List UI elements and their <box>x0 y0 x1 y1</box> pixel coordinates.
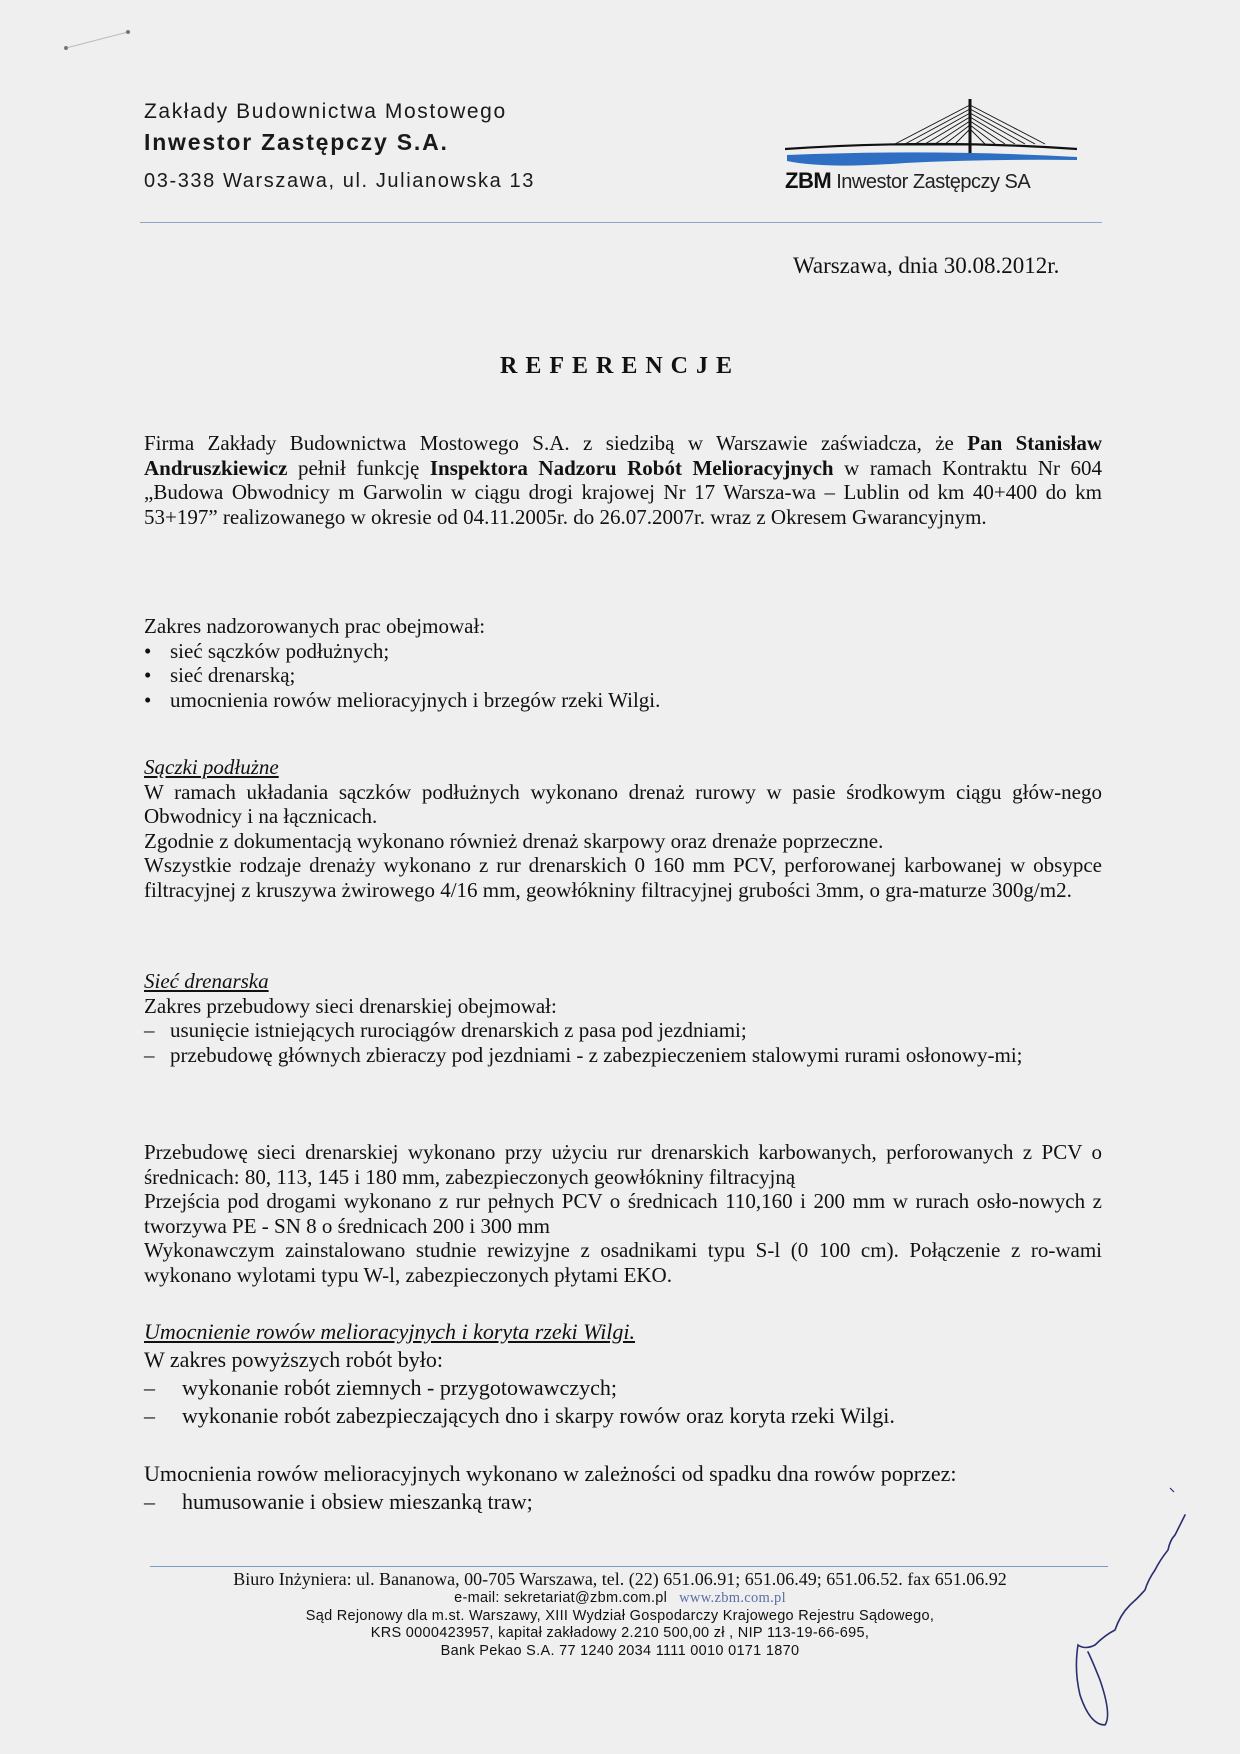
section-siec-drenarska <box>144 969 1102 1067</box>
list-item-text: sieć sączków podłużnych; <box>170 638 390 663</box>
dash-icon: – <box>144 1375 155 1400</box>
footer-email-line <box>140 1590 1100 1608</box>
section-paragraph: Przebudowę sieci drenarskiej wykonano przy użyciu rur drenarskich karbowanych, perforowanych z PCV o średnicach: 80, 113, 145 i 180 mm, zabezpieczonych geowłókniny filtracyjną <box>144 1140 1102 1189</box>
list-item-text: wykonanie robót zabezpieczających dno i skarpy rowów oraz koryta rzeki Wilgi. <box>182 1403 895 1428</box>
section-heading: Sączki podłużne <box>144 755 279 779</box>
section-heading: Umocnienie rowów melioracyjnych i koryta rzeki Wilgi. <box>144 1319 636 1344</box>
footer-email: e-mail: sekretariat@zbm.com.pl <box>454 1590 668 1606</box>
company-address: 03-338 Warszawa, ul. Julianowska 13 <box>144 170 535 192</box>
dash-icon: – <box>144 1018 155 1042</box>
dash-icon: – <box>144 1403 155 1428</box>
list-item-text: humusowanie i obsiew mieszanką traw; <box>182 1489 533 1514</box>
dash-list <box>144 1374 1102 1430</box>
section-paragraph: Wszystkie rodzaje drenaży wykonano z rur drenarskich 0 160 mm PCV, perforowanej karbowanej w obsypce filtracyjnej z kruszywa żwirowego 4/16 mm, geowłókniny filtracyjnej grubości 3mm, o gra-maturze 300g/m2. <box>144 853 1102 902</box>
cable-stayed-bridge-logo-icon <box>785 97 1085 167</box>
section-intro: Umocnienia rowów melioracyjnych wykonano w zależności od spadku dna rowów poprzez: <box>144 1461 957 1486</box>
list-item <box>144 1488 1102 1516</box>
section-intro: Zakres przebudowy sieci drenarskiej obejmował: <box>144 993 557 1018</box>
footer-website-link[interactable]: www.zbm.com.pl <box>679 1590 786 1606</box>
footer-court-registry: Sąd Rejonowy dla m.st. Warszawy, XIII Wydział Gospodarczy Krajowego Rejestru Sądowego, <box>305 1607 935 1624</box>
bullet-icon: • <box>144 687 152 712</box>
dash-icon: – <box>144 1042 155 1067</box>
footer-office-contact: Biuro Inżyniera: ul. Bananowa, 00-705 Warszawa, tel. (22) 651.06.91; 651.06.49; 651.06.52. fax 651.06.92 <box>233 1569 1007 1589</box>
section-paragraph: Zgodnie z dokumentacją wykonano również drenaż skarpowy oraz drenaże poprzeczne. <box>144 828 884 853</box>
list-item <box>144 688 1102 713</box>
section-umocnienie <box>144 1318 1102 1430</box>
intro-text-1: Firma Zakłady Budownictwa Mostowego S.A. z siedzibą w Warszawie zaświadcza, że <box>144 431 968 455</box>
scope-list <box>144 639 1102 713</box>
list-item <box>144 639 1102 664</box>
company-logo <box>785 97 1085 197</box>
section-umocnienia-rowow <box>144 1460 1102 1516</box>
section-intro: W zakres powyższych robót było: <box>144 1347 443 1372</box>
role-title: Inspektora Nadzoru Robót Melioracyjnych <box>429 455 834 480</box>
list-item-text: wykonanie robót ziemnych - przygotowawczych; <box>182 1375 617 1400</box>
footer <box>140 1568 1100 1660</box>
list-item-text: sieć drenarską; <box>170 663 296 687</box>
intro-text-3: w ramach Kontraktu Nr 604 „Budowa Obwodnicy m Garwolin w ciągu drogi krajowej Nr 17 Warsza-wa – Lublin od km 40+400 do km 53+197” realizowanego w okresie od 04.11.2005r. do 26.07.2007r. wraz z Okresem Gwarancyjnym. <box>144 455 1102 529</box>
list-item <box>144 1374 1102 1402</box>
person-name: Pan Stanisław Andruszkiewicz <box>144 431 1102 480</box>
list-item <box>144 1043 1102 1068</box>
document-title: REFERENCJE <box>499 353 741 379</box>
scope-section <box>144 614 1102 712</box>
list-item <box>144 1018 1102 1043</box>
bullet-icon: • <box>144 663 152 687</box>
company-name-line1: Zakłady Budownictwa Mostowego <box>144 100 507 123</box>
section-paragraph: Przejścia pod drogami wykonano z rur pełnych PCV o średnicach 110,160 i 200 mm w rurach osło-nowych z tworzywa PE - SN 8 o średnicach 200 i 300 mm <box>144 1189 1102 1238</box>
section-paragraph: Wykonawczym zainstalowano studnie rewizyjne z osadnikami typu S-l (0 100 cm). Połączenie z ro-wami wykonano wylotami typu W-l, zabezpieczonych płytami EKO. <box>144 1238 1102 1287</box>
company-name-line2: Inwestor Zastępczy S.A. <box>144 129 449 155</box>
list-item-text: umocnienia rowów melioracyjnych i brzegów rzeki Wilgi. <box>170 687 661 712</box>
dash-icon: – <box>144 1489 155 1514</box>
section-heading: Sieć drenarska <box>144 969 269 993</box>
list-item <box>144 663 1102 688</box>
list-item-text: usunięcie istniejących rurociągów drenarskich z pasa pod jezdniami; <box>170 1018 747 1042</box>
intro-paragraph <box>144 431 1102 529</box>
bullet-icon: • <box>144 638 152 663</box>
handwritten-signature-icon <box>1060 1480 1230 1730</box>
logo-brand-bold: ZBM <box>785 168 832 193</box>
footer-krs-nip: KRS 0000423957, kapitał zakładowy 2.210 500,00 zł , NIP 113-19-66-695, <box>370 1625 870 1641</box>
list-item <box>144 1402 1102 1430</box>
footer-bank-account: Bank Pekao S.A. 77 1240 2034 1111 0010 0171 1870 <box>440 1642 800 1659</box>
footer-divider <box>150 1566 1108 1567</box>
header-divider <box>140 222 1102 223</box>
dash-list <box>144 1488 1102 1516</box>
section-saczki <box>144 755 1102 902</box>
intro-text-2: pełnił funkcję <box>287 455 430 480</box>
section-przebudowa <box>144 1140 1102 1287</box>
scan-mark-icon <box>40 20 140 60</box>
section-paragraph: W ramach układania sączków podłużnych wykonano drenaż rurowy w pasie środkowym ciągu głów-nego Obwodnicy i na łącznicach. <box>144 779 1102 828</box>
dash-list <box>144 1018 1102 1067</box>
list-item-text: przebudowę głównych zbieraczy pod jezdniami - z zabezpieczeniem stalowymi rurami osłonowy-mi; <box>170 1042 1023 1067</box>
scope-heading: Zakres nadzorowanych prac obejmował: <box>144 614 486 638</box>
logo-brand-text: Inwestor Zastępczy SA <box>836 171 1031 193</box>
letter-date: Warszawa, dnia 30.08.2012r. <box>793 253 1060 278</box>
